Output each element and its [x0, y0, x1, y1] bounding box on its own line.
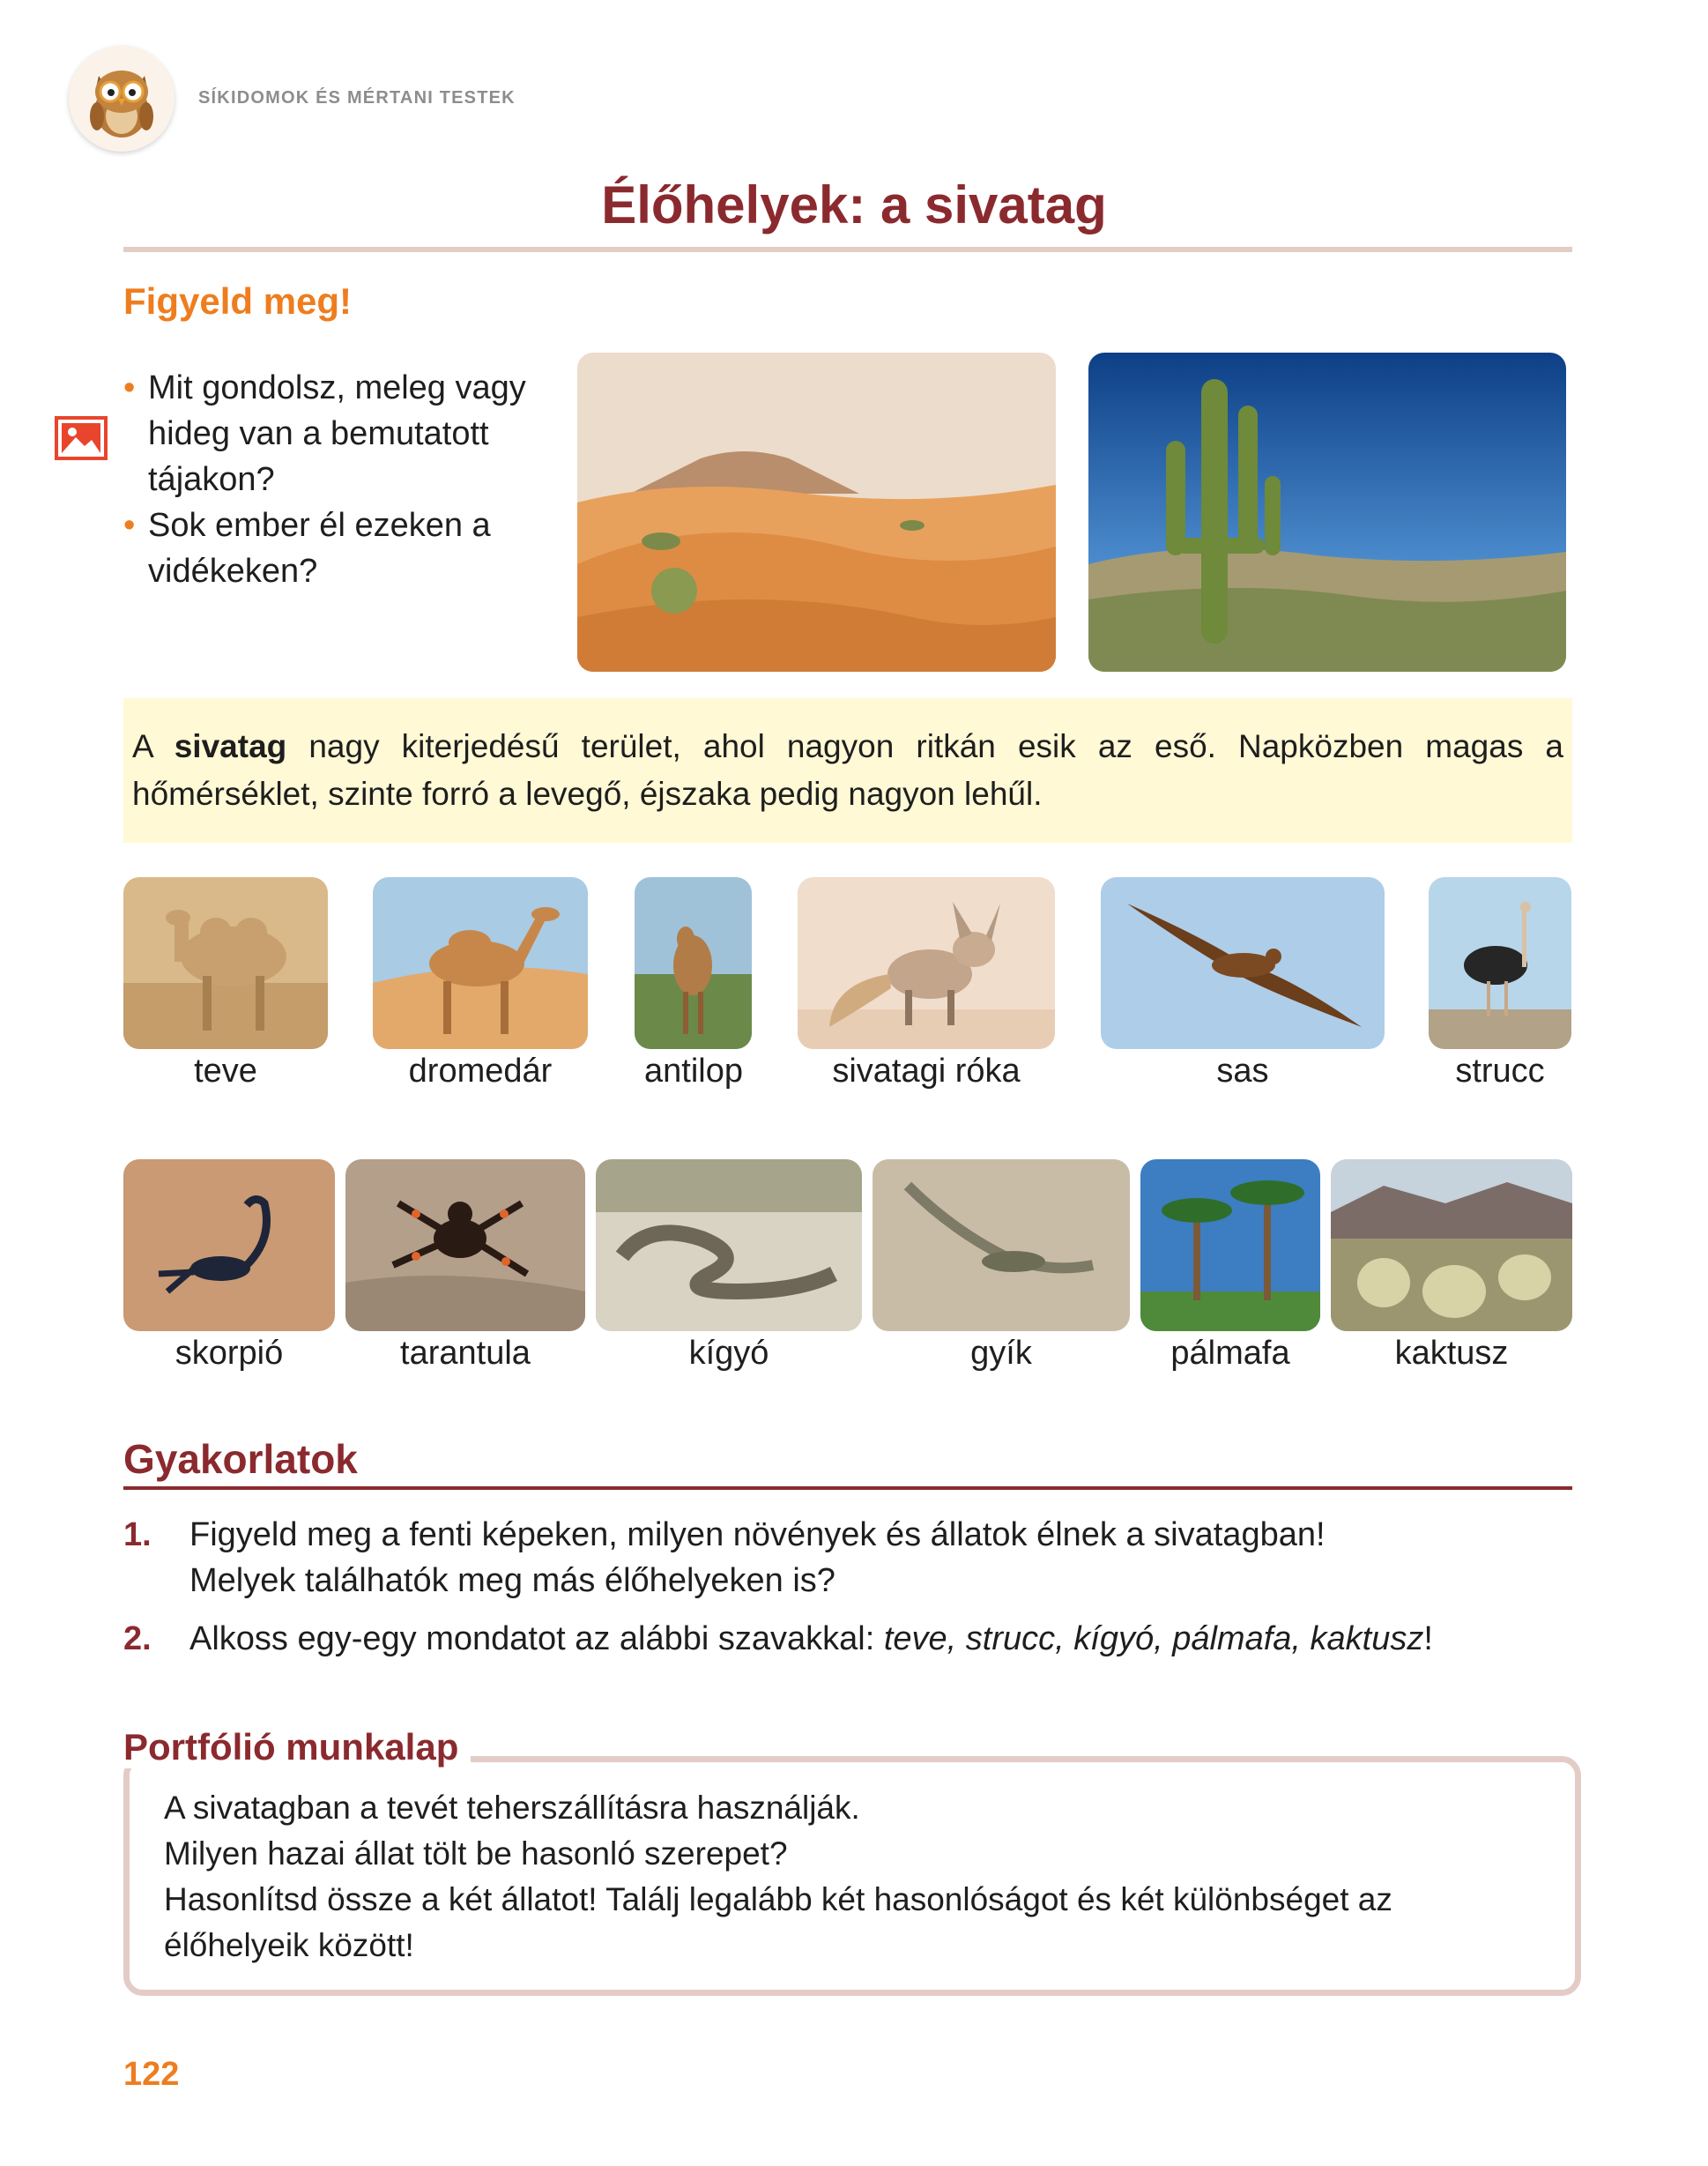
label-palm-tree: pálmafa [1170, 1335, 1290, 1372]
antelope-photo [635, 877, 752, 1049]
label-dromedary: dromedár [408, 1053, 553, 1090]
label-scorpion: skorpió [175, 1335, 284, 1372]
fennec-fox-photo [798, 877, 1055, 1049]
label-antelope: antilop [644, 1053, 743, 1090]
observe-heading: Figyeld meg! [123, 280, 353, 322]
label-cactus: kaktusz [1394, 1335, 1509, 1372]
running-head: SÍKIDOMOK ÉS MÉRTANI TESTEK [198, 88, 516, 108]
exercise-number: 1. [123, 1516, 152, 1553]
question-item: • Mit gondolsz, meleg vagy hideg van a bemutatott tájakon? [123, 365, 582, 502]
image-gallery-icon[interactable] [55, 416, 108, 460]
dromedary-photo [373, 877, 588, 1049]
camel-photo [123, 877, 328, 1049]
label-snake: kígyó [688, 1335, 769, 1372]
definition-text: A sivatag nagy kiterjedésű terület, ahol nagyon ritkán esik az eső. Napközben magas a hőmérséklet, szinte forró a levegő, éjszaka pedig nagyon lehűl. [132, 728, 1563, 812]
owl-mascot-logo [69, 46, 175, 152]
observe-questions [123, 365, 582, 594]
exercises-heading: Gyakorlatok [123, 1436, 358, 1482]
cactus-field-photo [1331, 1159, 1572, 1331]
portfolio-heading: Portfólió munkalap [118, 1726, 471, 1768]
exercise-1-line-2: Melyek találhatók meg más élőhelyeken is? [189, 1562, 835, 1599]
label-tarantula: tarantula [400, 1335, 531, 1372]
definition-term: sivatag [174, 728, 287, 764]
palm-tree-photo [1140, 1159, 1320, 1331]
tarantula-photo [345, 1159, 585, 1331]
portfolio-line: A sivatagban a tevét teherszállításra használják. [164, 1790, 860, 1826]
exercise-2-words: teve, strucc, kígyó, pálmafa, kaktusz [883, 1620, 1424, 1657]
label-ostrich: strucc [1455, 1053, 1545, 1090]
portfolio-line: Hasonlítsd össze a két állatot! Találj legalább két hasonlóságot és két különbséget az [164, 1881, 1392, 1917]
portfolio-line: élőhelyeik között! [164, 1927, 414, 1963]
lizard-photo [873, 1159, 1130, 1331]
sand-dunes-photo [577, 353, 1056, 672]
exercises-divider [123, 1486, 1572, 1490]
question-item: • Sok ember él ezeken a vidékeken? [123, 502, 582, 594]
exercise-number: 2. [123, 1620, 152, 1657]
label-eagle: sas [1216, 1053, 1269, 1090]
label-fennec-fox: sivatagi róka [832, 1053, 1021, 1090]
label-camel: teve [194, 1053, 257, 1090]
exercise-2-text: Alkoss egy-egy mondatot az alábbi szavakkal: teve, strucc, kígyó, pálmafa, kaktusz! [189, 1620, 1433, 1657]
title-divider [123, 247, 1572, 252]
label-lizard: gyík [970, 1335, 1032, 1372]
portfolio-line: Milyen hazai állat tölt be hasonló szerepet? [164, 1835, 788, 1872]
ostrich-photo [1429, 877, 1571, 1049]
cactus-landscape-photo [1088, 353, 1566, 672]
exercise-1-line-1: Figyeld meg a fenti képeken, milyen növények és állatok élnek a sivatagban! [189, 1516, 1326, 1553]
eagle-photo [1101, 877, 1385, 1049]
page-number: 122 [123, 2056, 180, 2093]
scorpion-photo [123, 1159, 335, 1331]
page-title: Élőhelyek: a sivatag [601, 175, 1107, 234]
snake-photo [596, 1159, 862, 1331]
